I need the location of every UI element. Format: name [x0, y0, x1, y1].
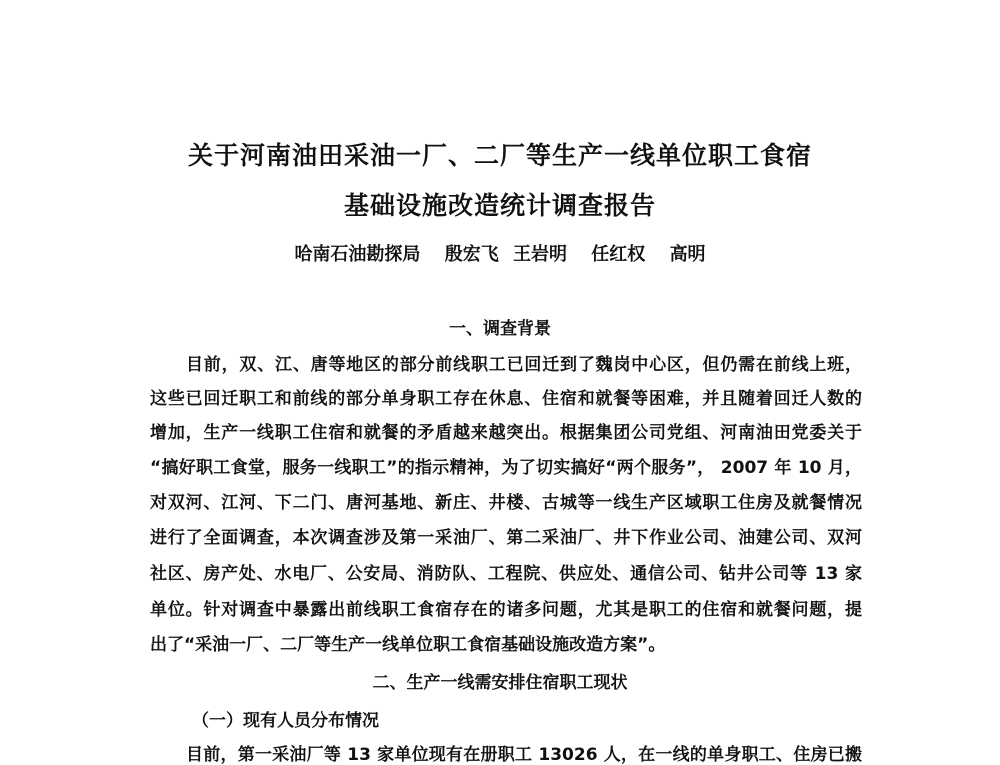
paragraph-line: 出了“采油一厂、二厂等生产一线单位职工食宿基础设施改造方案”。 [150, 635, 666, 655]
paragraph-line: 增加，生产一线职工住宿和就餐的矛盾越来越突出。根据集团公司党组、河南油田党委关于 [150, 423, 862, 443]
subsection-heading-staff-distribution: （一）现有人员分布情况 [192, 711, 379, 731]
paragraph-line: 对双河、江河、下二门、唐河基地、新庄、井楼、古城等一线生产区域职工住房及就餐情况 [150, 493, 862, 513]
paragraph-line: 单位。针对调查中暴露出前线职工食宿存在的诸多问题，尤其是职工的住宿和就餐问题，提 [150, 600, 862, 620]
section-heading-staff-status: 二、生产一线需安排住宿职工现状 [372, 673, 628, 693]
paragraph-line: “搞好职工食堂，服务一线职工”的指示精神，为了切实搞好“两个服务”， 2007 年 10 月， [150, 458, 862, 478]
author-name: 殷宏飞 [444, 244, 499, 265]
author-name: 王岩明 [513, 244, 567, 265]
author-name: 任红权 [591, 244, 646, 265]
document-title-line-2: 基础设施改造统计调查报告 [343, 191, 656, 220]
paragraph-line: 这些已回迁职工和前线的部分单身职工存在休息、住宿和就餐等困难，并且随着回迁人数的 [150, 389, 862, 409]
author-name: 高明 [669, 244, 706, 265]
paragraph-line: 目前，双、江、唐等地区的部分前线职工已回迁到了魏岗中心区，但仍需在前线上班， [186, 355, 862, 375]
paragraph-line: 目前，第一采油厂等 13 家单位现有在册职工 13026 人，在一线的单身职工、住房已搬 [186, 745, 862, 765]
document-title-line-1: 关于河南油田采油一厂、二厂等生产一线单位职工食宿 [187, 141, 812, 170]
section-heading-background: 一、调查背景 [449, 319, 551, 339]
paragraph-line: 进行了全面调查，本次调查涉及第一采油厂、第二采油厂、井下作业公司、油建公司、双河 [150, 528, 862, 548]
paragraph-line: 社区、房产处、水电厂、公安局、消防队、工程院、供应处、通信公司、钻井公司等 13 家 [150, 564, 862, 584]
author-organization: 哈南石油勘探局 [294, 244, 421, 265]
author-line [0, 240, 1000, 266]
